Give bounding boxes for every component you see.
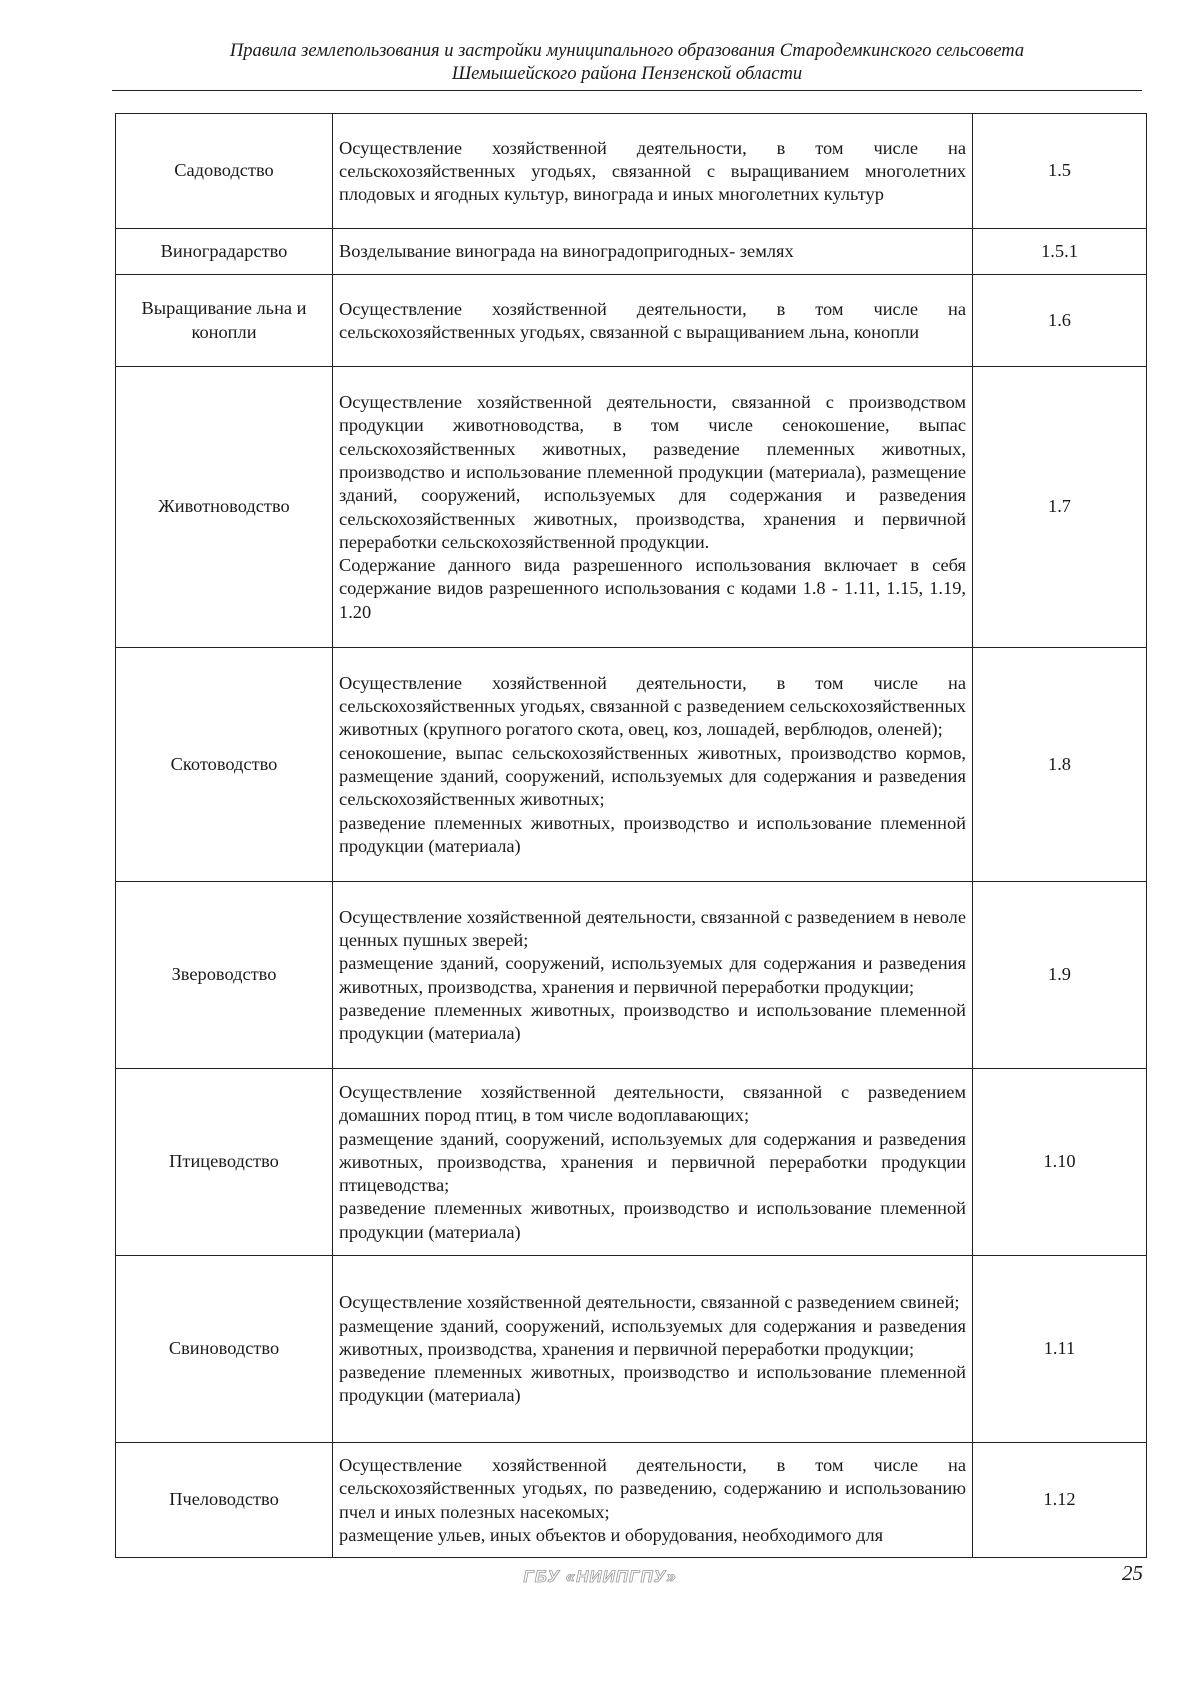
description-paragraph: разведение племенных животных, производство и использование племенной продукции (материала): [339, 1362, 966, 1406]
use-type-code: 1.9: [973, 882, 1147, 1069]
table-row: [116, 648, 1147, 882]
use-type-code: 1.5.1: [973, 229, 1147, 275]
header-rule: [112, 90, 1142, 91]
description-paragraph: Осуществление хозяйственной деятельности, в том числе на сельскохозяйственных угодьях, связанной с выращиванием многолетних плодовых и ягодных культур, винограда и иных многолетних культур: [339, 137, 966, 205]
page-number: 25: [1122, 1561, 1143, 1585]
description-paragraph: размещение зданий, сооружений, используемых для содержания и разведения животных, производства, хранения и первичной переработки продукции птицеводства;: [339, 1128, 966, 1196]
table-row: [116, 1256, 1147, 1443]
use-type-description: [333, 882, 973, 1069]
use-type-description: [333, 229, 973, 275]
use-type-description: [333, 275, 973, 367]
table-row: [116, 367, 1147, 648]
use-type-code: 1.8: [973, 648, 1147, 882]
description-paragraph: Осуществление хозяйственной деятельности, связанной с производством продукции животноводства, в том числе сенокошение, выпас сельскохозяйственных животных, разведение племенных животных, производство и использование племенной продукции (материала), размещение зданий, сооружений, используемых для содержания и разведения сельскохозяйственных животных, производства, хранения и первичной переработки сельскохозяйственной продукции.: [339, 392, 966, 552]
use-type-description: [333, 1069, 973, 1256]
use-type-name: Пчеловодство: [116, 1443, 333, 1558]
table-row: [116, 114, 1147, 229]
description-paragraph: Осуществление хозяйственной деятельности, связанной с разведением свиней;: [339, 1292, 960, 1313]
running-header: [112, 40, 1142, 86]
use-type-code: 1.5: [973, 114, 1147, 229]
use-type-name: Виноградарство: [116, 229, 333, 275]
description-paragraph: Содержание данного вида разрешенного использования включает в себя содержание видов разрешенного использования с кодами 1.8 - 1.11, 1.15, 1.19, 1.20: [339, 555, 966, 622]
table-row: [116, 882, 1147, 1069]
header-line-2: Шемышейского района Пензенской области: [451, 64, 803, 84]
use-type-code: 1.6: [973, 275, 1147, 367]
table-body: [116, 114, 1147, 1558]
use-type-name: Выращивание льна и конопли: [116, 275, 333, 367]
table-row: [116, 275, 1147, 367]
use-type-code: 1.12: [973, 1443, 1147, 1558]
use-type-name: Садоводство: [116, 114, 333, 229]
description-paragraph: Осуществление хозяйственной деятельности, в том числе на сельскохозяйственных угодьях, связанной с разведением сельскохозяйственных животных (крупного рогатого скота, овец, коз, лошадей, верблюдов, оленей);: [339, 672, 966, 740]
table-row: [116, 1069, 1147, 1256]
description-paragraph: разведение племенных животных, производство и использование племенной продукции (материала): [339, 812, 966, 856]
use-type-description: [333, 1256, 973, 1443]
use-type-code: 1.11: [973, 1256, 1147, 1443]
use-type-description: [333, 114, 973, 229]
description-paragraph: Осуществление хозяйственной деятельности, в том числе на сельскохозяйственных угодьях, по разведению, содержанию и использованию пчел и иных полезных насекомых;: [339, 1454, 966, 1522]
use-type-description: [333, 648, 973, 882]
table-row: [116, 1443, 1147, 1558]
description-paragraph: Осуществление хозяйственной деятельности, в том числе на сельскохозяйственных угодьях, связанной с выращиванием льна, конопли: [339, 298, 966, 342]
description-paragraph: разведение племенных животных, производство и использование племенной продукции (материала): [339, 1198, 966, 1242]
land-use-table: [115, 113, 1147, 1558]
description-paragraph: Осуществление хозяйственной деятельности, связанной с разведением в неволе ценных пушных зверей;: [339, 906, 967, 950]
description-paragraph: сенокошение, выпас сельскохозяйственных животных, производство кормов, размещение зданий, сооружений, используемых для содержания и разведения сельскохозяйственных животных;: [339, 742, 966, 810]
footer-organization: ГБУ «НИИПГПУ»: [523, 1567, 677, 1586]
table-row: [116, 229, 1147, 275]
header-line-1: Правила землепользования и застройки муниципального образования Стародемкинского сельсовета: [229, 41, 1025, 61]
use-type-code: 1.7: [973, 367, 1147, 648]
description-paragraph: размещение зданий, сооружений, используемых для содержания и разведения животных, производства, хранения и первичной переработки продукции;: [339, 1315, 966, 1359]
use-type-description: [333, 367, 973, 648]
use-type-code: 1.10: [973, 1069, 1147, 1256]
use-type-name: Животноводство: [116, 367, 333, 648]
use-type-name: Скотоводство: [116, 648, 333, 882]
use-type-name: Птицеводство: [116, 1069, 333, 1256]
description-paragraph: разведение племенных животных, производство и использование племенной продукции (материала): [339, 999, 966, 1044]
description-paragraph: размещение ульев, иных объектов и оборудования, необходимого для: [339, 1524, 884, 1545]
use-type-name: Свиноводство: [116, 1256, 333, 1443]
use-type-description: [333, 1443, 973, 1558]
description-paragraph: Осуществление хозяйственной деятельности, связанной с разведением домашних пород птиц, в том числе водоплавающих;: [339, 1081, 966, 1126]
use-type-name: Звероводство: [116, 882, 333, 1069]
description-paragraph: размещение зданий, сооружений, используемых для содержания и разведения животных, производства, хранения и первичной переработки продукции;: [339, 953, 966, 997]
description-paragraph: Возделывание винограда на виноградопригодных- землях: [339, 241, 794, 262]
